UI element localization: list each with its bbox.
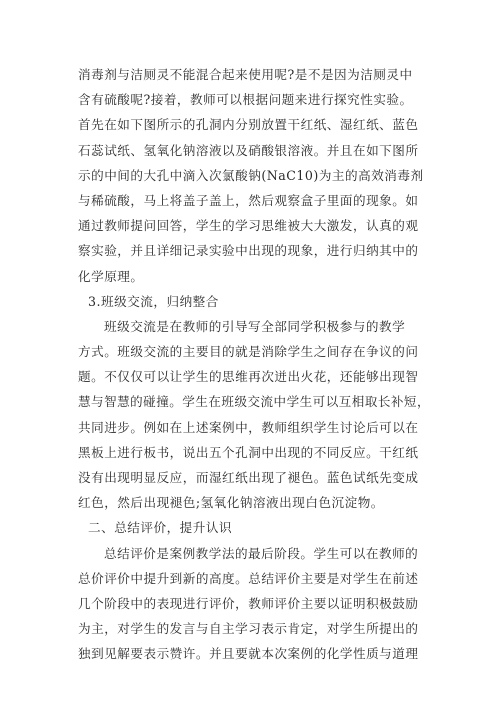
paragraph-line: 独到见解要表示赞许。并且要就本次案例的化学性质与道理 — [78, 646, 419, 662]
section-heading: 3.班级交流，归纳整合 — [88, 293, 219, 309]
paragraph-line: 慧与智慧的碰撞。学生在班级交流中学生可以互相取长补短， — [78, 394, 431, 410]
document-body-text — [78, 62, 430, 667]
paragraph-line: 为主，对学生的发言与自主学习表示肯定，对学生所提出的 — [78, 621, 419, 637]
paragraph-line: 黑板上进行板书，说出五个孔洞中出现的不同反应。干红纸 — [78, 444, 419, 460]
paragraph-line: 班级交流是在教师的引导写全部同学积极参与的教学 — [104, 318, 406, 334]
paragraph-line: 总价评价中提升到新的高度。总结评价主要是对学生在前述 — [78, 570, 419, 586]
paragraph-line: 没有出现明显反应，而湿红纸出现了褪色。蓝色试纸先变成 — [78, 470, 419, 485]
paragraph-line: 几个阶段中的表现进行评价，教师评价主要以证明积极鼓励 — [78, 595, 419, 611]
paragraph-line: 石蕊试纸、氢氧化钠溶液以及硝酸银溶液。并且在如下图所 — [78, 142, 419, 158]
paragraph-line: 方式。班级交流的主要目的就是消除学生之间存在争议的问 — [78, 344, 419, 360]
paragraph-line: 题。不仅仅可以让学生的思维再次迸出火花，还能够出现智 — [78, 369, 419, 385]
section-heading: 二、总结评价，提升认识 — [88, 520, 233, 536]
paragraph-line: 红色，然后出现褪色;氢氧化钠溶液出现白色沉淀物。 — [78, 495, 384, 511]
paragraph-line: 察实验，并且详细记录实验中出现的现象，进行归纳其中的 — [78, 243, 419, 259]
paragraph-line: 共同进步。例如在上述案例中，教师组织学生讨论后可以在 — [78, 419, 419, 435]
paragraph-line: 示的中间的大孔中滴入次氯酸钠(NaC10)为主的高效消毒剂 — [78, 167, 424, 183]
paragraph-line: 消毒剂与洁厕灵不能混合起来使用呢?是不是因为洁厕灵中 — [78, 67, 413, 82]
paragraph-line: 与稀硫酸，马上将盖子盖上，然后观察盒子里面的现象。如 — [78, 192, 419, 208]
paragraph-line: 含有硫酸呢?接着，教师可以根据问题来进行探究性实验。 — [78, 92, 413, 108]
paragraph-line: 总结评价是案例教学法的最后阶段。学生可以在教师的 — [104, 545, 419, 561]
paragraph-line: 化学原理。 — [78, 268, 144, 284]
paragraph-line: 首先在如下图所示的孔洞内分别放置干红纸、湿红纸、蓝色 — [78, 117, 419, 133]
paragraph-line: 通过教师提问回答，学生的学习思维被大大激发，认真的观 — [78, 218, 419, 234]
